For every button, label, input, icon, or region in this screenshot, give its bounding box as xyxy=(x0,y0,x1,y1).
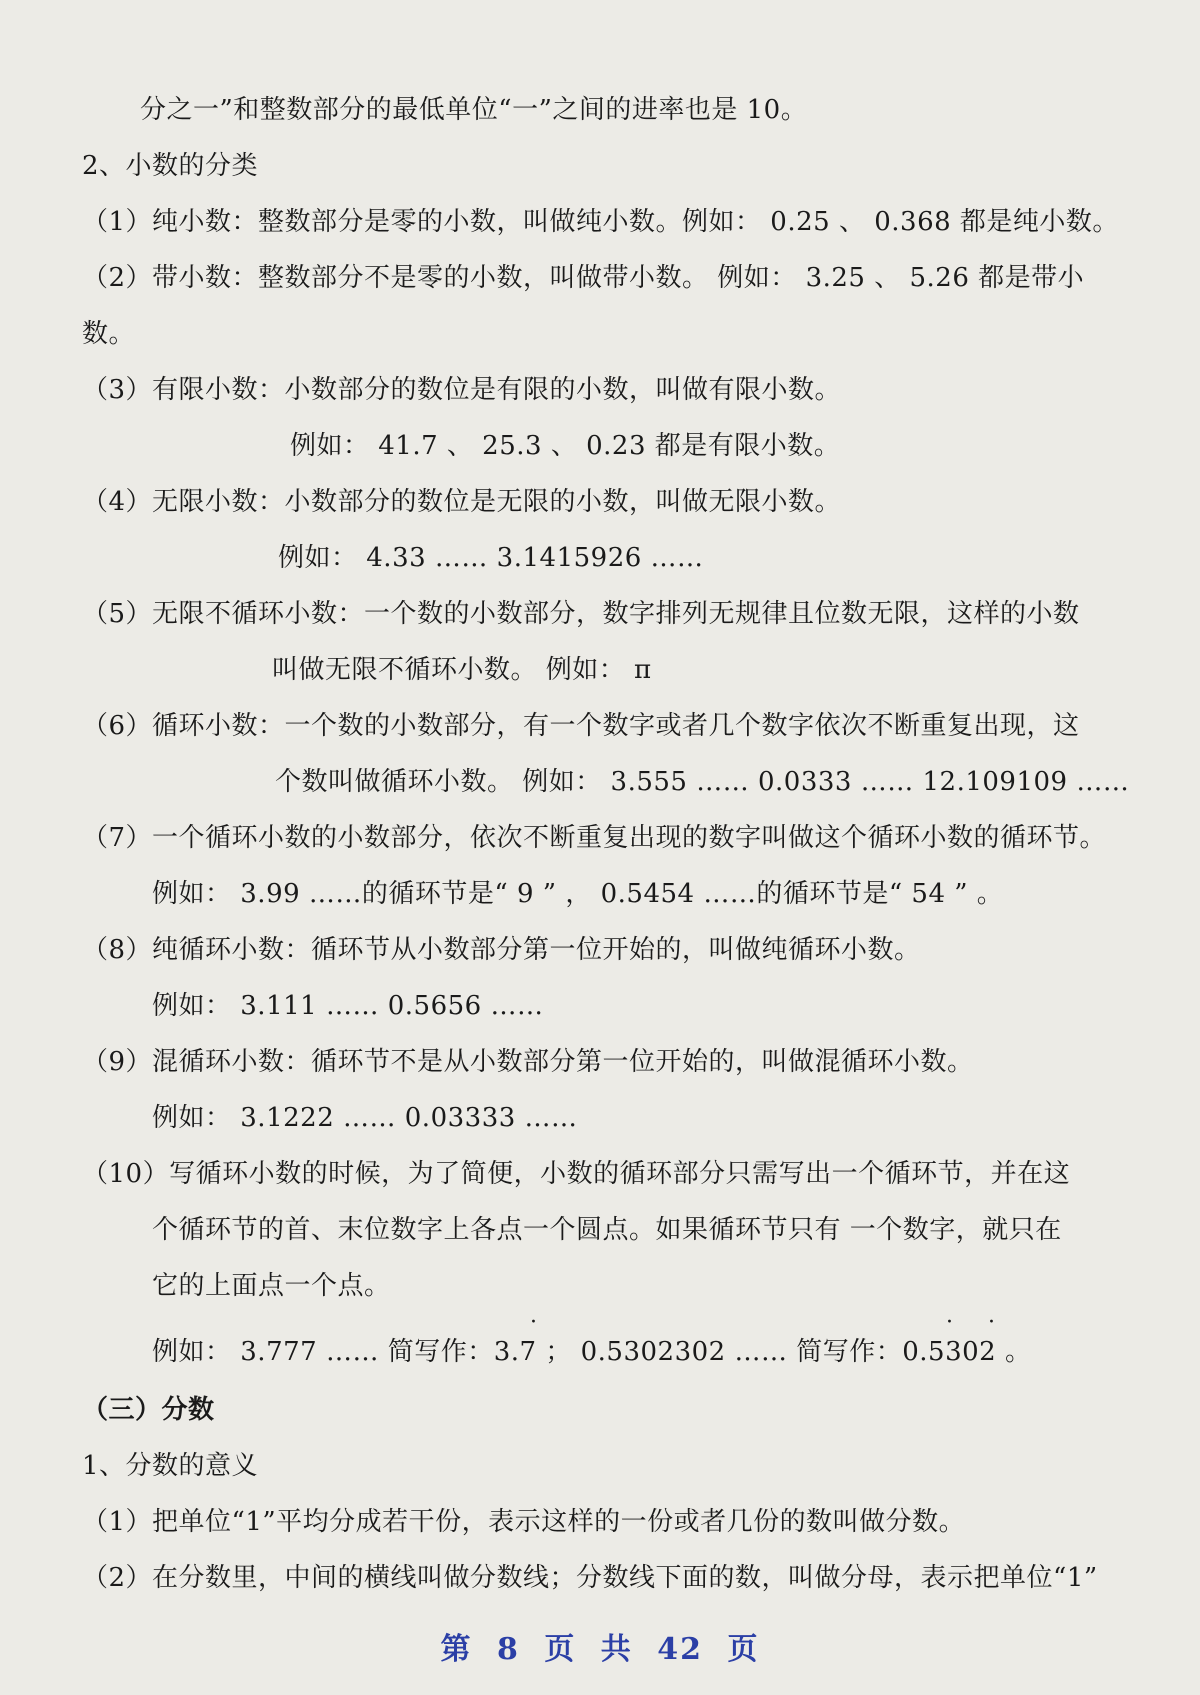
repeat-dot: · xyxy=(988,1310,995,1335)
example-line: 例如： 3.99 ……的循环节是“ 9 ” ， 0.5454 ……的循环节是“ 54 ” 。 xyxy=(152,879,1004,909)
text-line: 数。 xyxy=(82,319,136,349)
text-line: 分之一”和整数部分的最低单位“一”之间的进率也是 10。 xyxy=(140,95,808,125)
text-line: （3）有限小数：小数部分的数位是有限的小数，叫做有限小数。 xyxy=(82,375,842,405)
current-page-number: 8 xyxy=(497,1632,520,1667)
text-line: 它的上面点一个点。 xyxy=(152,1271,391,1301)
text-line: 个循环节的首、末位数字上各点一个圆点。如果循环节只有 一个数字，就只在 xyxy=(152,1215,1062,1245)
section-heading: 2、小数的分类 xyxy=(82,151,259,181)
text-line: （8）纯循环小数：循环节从小数部分第一位开始的，叫做纯循环小数。 xyxy=(82,935,921,965)
text-line: 个数叫做循环小数。 例如： 3.555 …… 0.0333 …… 12.109109 …… xyxy=(275,767,1130,797)
text-line: 叫做无限不循环小数。 例如： π xyxy=(272,655,652,685)
footer-ye: 页 xyxy=(727,1632,760,1667)
text-line: （2）带小数：整数部分不是零的小数，叫做带小数。 例如： 3.25 、 5.26 都是带小 xyxy=(82,263,1085,293)
text-line: （5）无限不循环小数：一个数的小数部分，数字排列无规律且位数无限，这样的小数 xyxy=(82,599,1080,629)
page-footer xyxy=(0,1624,1200,1668)
section-heading: 1、分数的意义 xyxy=(82,1451,259,1481)
repeat-dot: · xyxy=(946,1310,953,1335)
example-line: 例如： 4.33 …… 3.1415926 …… xyxy=(278,543,704,573)
example-line: 例如： 3.111 …… 0.5656 …… xyxy=(152,991,544,1021)
text-line: （4）无限小数：小数部分的数位是无限的小数，叫做无限小数。 xyxy=(82,487,842,517)
example-line: 例如： 3.777 …… 简写作：3.7 ； 0.5302302 …… 简写作：0.5302 。 xyxy=(152,1337,1032,1367)
footer-gong: 共 xyxy=(600,1632,633,1667)
footer-di: 第 xyxy=(440,1632,473,1667)
text-line: （6）循环小数：一个数的小数部分，有一个数字或者几个数字依次不断重复出现，这 xyxy=(82,711,1080,741)
total-page-count: 42 xyxy=(657,1632,703,1667)
text-line: （10）写循环小数的时候，为了简便，小数的循环部分只需写出一个循环节，并在这 xyxy=(82,1159,1071,1189)
example-line: 例如： 41.7 、 25.3 、 0.23 都是有限小数。 xyxy=(290,431,841,461)
text-line: （1）纯小数：整数部分是零的小数，叫做纯小数。例如： 0.25 、 0.368 都是纯小数。 xyxy=(82,207,1119,237)
section-heading: （三）分数 xyxy=(82,1395,215,1425)
footer-ye: 页 xyxy=(544,1632,577,1667)
text-line: （1）把单位“1”平均分成若干份，表示这样的一份或者几份的数叫做分数。 xyxy=(82,1507,966,1537)
text-line: （9）混循环小数：循环节不是从小数部分第一位开始的，叫做混循环小数。 xyxy=(82,1047,974,1077)
text-line: （7）一个循环小数的小数部分，依次不断重复出现的数字叫做这个循环小数的循环节。 xyxy=(82,823,1107,853)
example-line: 例如： 3.1222 …… 0.03333 …… xyxy=(152,1103,578,1133)
repeat-dot: · xyxy=(530,1310,537,1335)
text-line: （2）在分数里，中间的横线叫做分数线；分数线下面的数，叫做分母，表示把单位“1” xyxy=(82,1563,1098,1593)
